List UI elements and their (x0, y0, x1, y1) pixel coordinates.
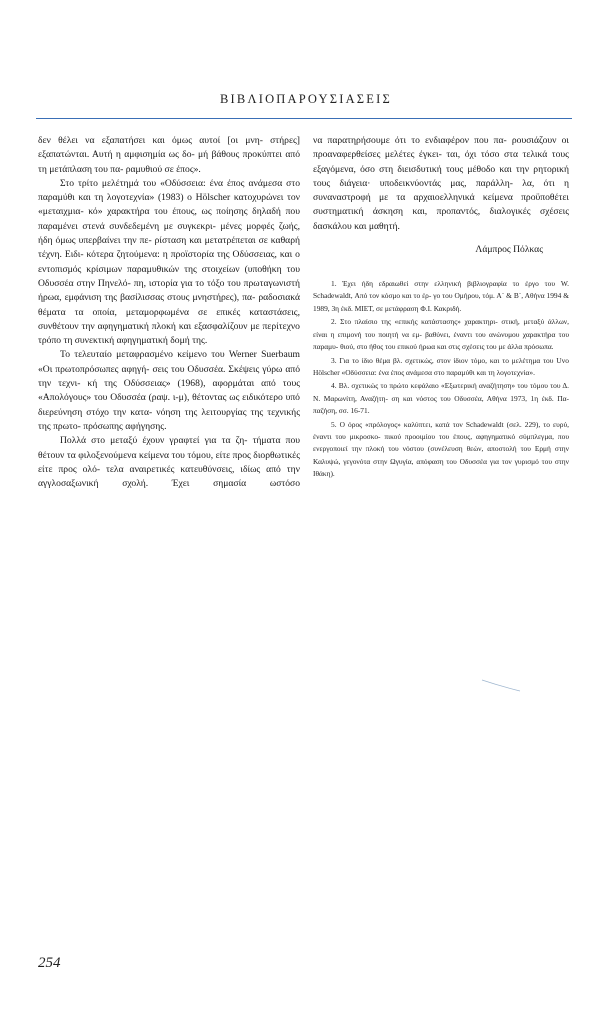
footnote-line: άλλα πρόσωπα. (507, 342, 554, 352)
text-line: Το τελευταίο μεταφρασμένο κείμενο του (60, 349, 225, 361)
footnote-2 (313, 316, 569, 353)
text-line: ραμυθιού σε έπος». (125, 163, 201, 175)
footnote-line: θεών, αποστολή του Ερμή στην Καλυψώ, γεγονότα (313, 444, 570, 466)
text-line: νόηση της λειτουργίας της τεχνικής της πρωτο- (38, 406, 300, 432)
footnote-line: στική, μεταξύ άλλων, είναι η επιμονή του ποιητή να εμ- (313, 317, 569, 339)
text-line: μένες μορφές ζωής, ήδη όμως υπερβαίνει την πε- (38, 220, 301, 247)
footnote-3 (313, 355, 569, 380)
footnote-line: στην Ωγυγία, απόφαση του Οδυσσέα για τον γυρισμό (373, 456, 539, 466)
text-line: εμφάνιση της βασίλισσας στους μνηστήρες), πα- (64, 292, 256, 304)
text-line: του τόμου, είτε προς διορθωτικές είτε προς ολό- (38, 449, 300, 475)
footnote-line: και το μελέτημα του Uvo Hölscher «Οδύσσεια: ένα (313, 355, 569, 377)
footnote-1 (313, 278, 569, 315)
footnote-line: έπος ανάμεσα στο παραμύθι και τη λογοτεχνία». (390, 367, 535, 377)
page-number: 254 (38, 955, 61, 971)
author-signature: Λάμπρος Πόλκας (475, 244, 543, 256)
text-line: ανάμεσα στο παραμύθι και τη λογοτεχνία» (38, 177, 300, 204)
header-rule (36, 118, 572, 119)
footnote-line: ση και νόστος του Οδυσσέα, Αθήνα 1973, 1η έκδ. Πα- (391, 393, 569, 403)
text-line: στήρες] εξαπατώνται. Αυτή η αμφισημία ως δο- (38, 135, 300, 161)
footnote-line: το έργο του W. Schadewaldt, Από τον κόσμο και το έρ- (313, 279, 569, 301)
left-column (38, 134, 300, 491)
pen-stroke-mark (480, 676, 526, 694)
text-line: κή της Οδύσσειας» (1968), αφορμάται από τους (87, 378, 300, 390)
footnote-line: παζήση, σσ. 16-71. (313, 406, 370, 416)
text-line: σεις του Οδυσσέα. Σκέψεις γύρω από την τεχνι- (38, 363, 300, 390)
text-line: αγγλοσαξωνική σχολή. Έχει σημασία ωστόσο (38, 478, 300, 490)
paragraph-continued (38, 134, 300, 177)
text-line: ρουσιάζουν οι προαναφερθείσες μελέτες έγκει- (313, 135, 569, 161)
footnote-line: βαθύνει, έναντι του ανώνυμου χαρακτήρα του παραμυ- (313, 329, 569, 352)
text-line: επικές καταστάσεις, συνθέτουν την αφηγηματική (38, 306, 300, 332)
text-line: λα, ότι η συναναστροφή με τα αρχαιοελληνικά (313, 177, 569, 204)
text-line: δεν θέλει να εξαπατήσει και όμως αυτοί [οι μνη- (38, 135, 263, 146)
footnote-5 (313, 419, 569, 481)
text-line: μαθητή. (368, 220, 400, 232)
footnote-line: που ενεργοποιεί την πλοκή του νόστου (συνέλευση (313, 431, 569, 454)
text-line: στη διεισδυτική τους μέθοδο και την ρητορική (379, 163, 569, 175)
text-line: κότερα ζητούμενα: η προϊστορία της Οδύσσειας, (86, 249, 277, 261)
text-line: κείμενα προϋποθέτει συστηματική άσκηση και, (313, 192, 569, 218)
text-line: Werner Suerbaum «Οι πρωτοπρόσωπες αφηγή- (38, 349, 300, 375)
right-column (313, 134, 569, 481)
footnote-line: αναζήτηση» του τόμου του Δ. Ν. Μαρωνίτη, Αναζήτη- (313, 381, 569, 403)
text-line: πρόσωπης αφήγησης. (83, 420, 167, 432)
text-line: τους διάγεια· υποδεικνύοντάς μας, παράλλη- (313, 177, 513, 189)
paragraph-holscher (38, 177, 300, 349)
footnote-line: πικού προοιμίου του έπους, αφηγηματικό σύμπλεγμα, (384, 431, 554, 441)
text-line: (1983) ο Hölscher κατοχυρώνει τον «μεταιχμια- (38, 192, 300, 218)
text-line: ται, όχι τόσο στα τελικά τους εξαγόμενα, όσο (313, 149, 569, 175)
text-line: Πολλά στο μεταξύ έχουν γραφτεί για τα ζη- (60, 435, 248, 447)
footnotes (313, 278, 569, 481)
footnote-line: Schadewaldt (σελ. 229), το ευρύ, έναντι του μικροσκο- (313, 419, 569, 441)
text-line: συνεκτική αφηγηματική δομή της. (74, 335, 208, 347)
footnote-4 (313, 380, 569, 417)
footnote-line: 4. Βλ. σχετικώς το πρώτο κεφάλαιο «Εξωτερική (331, 381, 477, 391)
text-line: Στο τρίτο μελέτημά του «Οδύσσεια: ένα έπος (60, 177, 245, 189)
footnote-line: θιού, στο ήθος του επικού ήρωα και στις σχέσεις του με (340, 342, 506, 352)
text-line: μή βάθους προκύπτει από τη μετάπλαση του πα- (38, 149, 300, 175)
footnote-line: γο του Ομήρου, τόμ. Α´ & Β´, Αθήνα 1994 & 1989, 3η (313, 291, 569, 313)
running-head: ΒΙΒΛΙΟΠΑΡΟΥΣΙΑΣΕΙΣ (220, 92, 392, 106)
paragraph-scholarship (38, 434, 300, 491)
footnote-line: 5. Ο όρος «πρόλογος» καλύπτει, κατά τον (331, 419, 463, 429)
footnote-line: 1. Έχει ήδη εδραιωθεί στην ελληνική βιβλιογραφία (331, 279, 507, 289)
text-line: πλοκή και εξασφαλίζουν με περίτεχνο τρόπο τη (38, 320, 300, 347)
paragraph-suerbaum (38, 348, 300, 434)
text-line: και ο εντοπισμός κρίσιμων παραμυθικών της (38, 249, 300, 275)
text-line: ραδοσιακά θέματα τα οποία, μεταμορφωμένα σε (38, 292, 300, 318)
text-line: στοιχείων (υποθήκη του Οδυσσέα στην Πηνελό- (38, 263, 300, 289)
text-line: ρίσταση και μετατρέπεται σε καθαρή τέχνη. Ειδι- (38, 235, 300, 261)
footnote-line: 3. Για το ίδιο θέμα βλ. σχετικώς, στον ίδιον τόμο, (331, 355, 487, 365)
footnote-line: του στην Ιθάκη). (313, 456, 569, 479)
text-line: που παραμένει στενά συνδεδεμένη με συγκεκρι- (38, 206, 300, 232)
text-line: πη, ιστορία για το τόξο του πρωταγωνιστή ήρωα, (38, 277, 300, 304)
text-line: ως ειδικότερο υπό διερεύνηση στόχο την κατα- (38, 392, 300, 418)
text-line: τήματα που θέτουν τα φιλοξενούμενα κείμενα (38, 435, 301, 461)
text-line: προπαντός, διαλογικές σχέσεις δασκάλου και (313, 206, 569, 232)
text-line: τελα αναιρετικές κατευθύνσεις, ιδίως από την (106, 463, 300, 475)
footnote-line: έκδ. ΜΙΕΤ, σε μετάφραση Φ.Ι. Κακριδή. (340, 303, 462, 313)
text-line: να παρατηρήσουμε ότι το ενδιαφέρον που πα- (313, 135, 507, 146)
text-line: κό» χαρακτήρα του έπους, ως ποίησης δηλαδή (88, 206, 281, 218)
footnote-line: 2. Στο πλαίσιο της «επικής κατάστασης» χαρακτηρι- (331, 317, 498, 327)
paragraph-conclusion (313, 134, 569, 234)
text-line: «Απολόγους» του Οδυσσέα (ραψ. ι-μ), θέτοντας (38, 392, 227, 404)
